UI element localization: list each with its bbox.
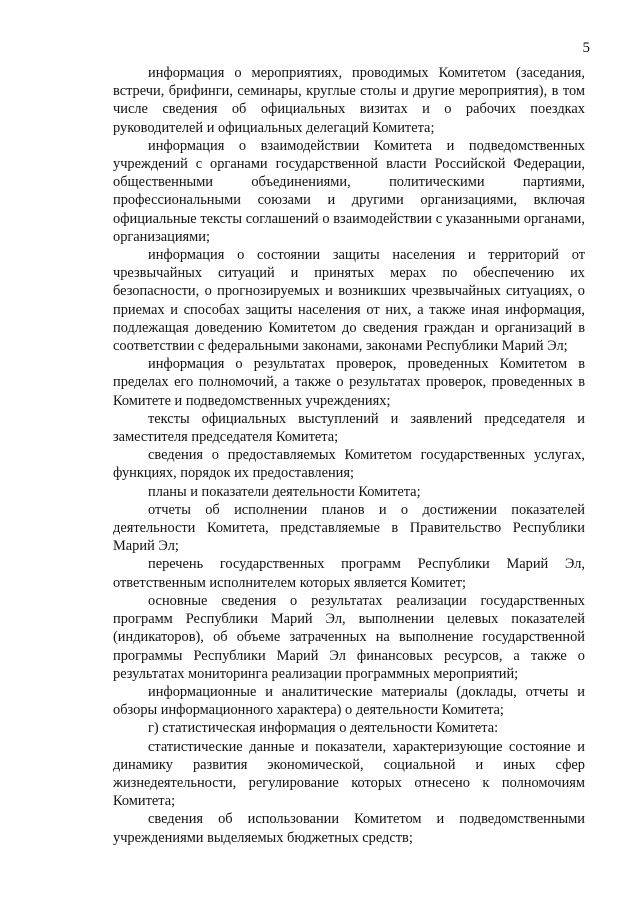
section-heading-statistics: г) статистическая информация о деятельности Комитета:: [148, 720, 499, 737]
paragraph-plans: планы и показатели деятельности Комитета;: [148, 483, 421, 500]
paragraph-inspections: информация о результатах проверок, проведенных Комитетом в пределах его полномочий, а также о результатах проверок, проведенных в Комитете и подведомственных учреждениях;: [113, 356, 585, 409]
paragraph-analytics: информационные и аналитические материалы (доклады, отчеты и обзоры информационного характера) о деятельности Комитета;: [113, 683, 585, 719]
paragraph-programs-list: перечень государственных программ Республики Марий Эл, ответственным исполнителем которых является Комитет;: [113, 556, 585, 591]
paragraph-emergency-protection: информация о состоянии защиты населения и территорий от чрезвычайных ситуаций и принятых мерах по обеспечению их безопасности, о прогнозируемых и возникших чрезвычайных ситуациях, о приемах и способах защиты населения от них, а также иная информация, подлежащая доведению Комитетом до сведения граждан и организаций в соответствии с федеральными законами, законами Республики Марий Эл;: [113, 247, 585, 355]
paragraph-speeches: тексты официальных выступлений и заявлений председателя и заместителя председателя Комитета;: [113, 410, 585, 446]
paragraph-services: сведения о предоставляемых Комитетом государственных услугах, функциях, порядок их предоставления;: [113, 447, 585, 482]
paragraph-interaction: информация о взаимодействии Комитета и подведомственных учреждений с органами государственной власти Российской Федерации, общественными объединениями, политическими партиями, профессиональными союзами и другими организациями, включая официальные тексты соглашений о взаимодействии с указанными органами, организациями;: [113, 137, 585, 245]
paragraph-programs-results: основные сведения о результатах реализации государственных программ Республики Марий Эл, выполнении целевых показателей (индикаторов), об объеме затраченных на выполнение государственной программы Республики Марий Эл финансовых ресурсов, а также о результатах мониторинга реализации программных мероприятий;: [113, 592, 585, 682]
paragraph-statistics-data: статистические данные и показатели, характеризующие состояние и динамику развития экономической, социальной и иных сфер жизнедеятельности, регулирование которых отнесено к полномочиям Комитета;: [113, 738, 585, 810]
page-number: 5: [582, 40, 590, 56]
paragraph-events: информация о мероприятиях, проводимых Комитетом (заседания, встречи, брифинги, семинары, круглые столы и другие мероприятия), в том числе сведения об официальных визитах и о рабочих поездках руководителей и официальных делегаций Комитета;: [113, 65, 585, 136]
paragraph-reports: отчеты об исполнении планов и о достижении показателей деятельности Комитета, представляемые в Правительство Республики Марий Эл;: [113, 501, 585, 555]
paragraph-budget-funds: сведения об использовании Комитетом и подведомственными учреждениями выделяемых бюджетных средств;: [113, 811, 585, 846]
document-body: [113, 64, 585, 847]
